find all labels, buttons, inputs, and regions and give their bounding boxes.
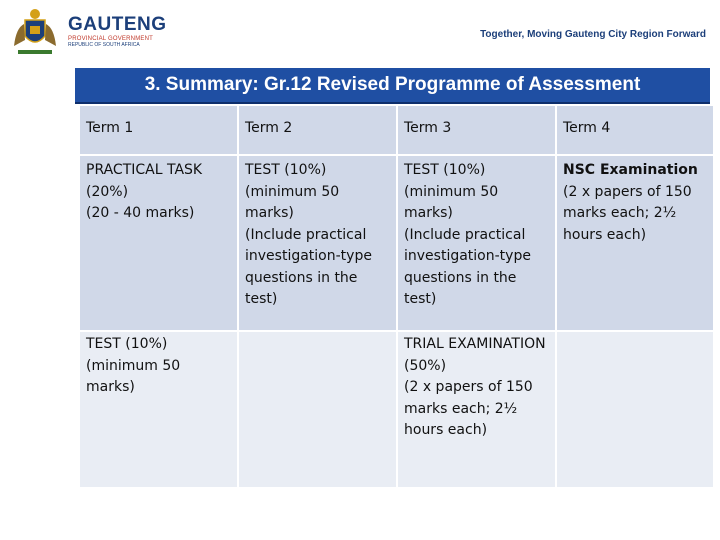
table-row (80, 156, 713, 330)
org-subtitle: PROVINCIAL GOVERNMENT (68, 35, 153, 42)
cell-term-3-trial-exam: TRIAL EXAMINATION (50%) (2 x papers of 150 marks each; 2½ hours each) (398, 332, 555, 487)
cell-term-1-test: TEST (10%) (minimum 50 marks) (80, 332, 237, 487)
org-name: GAUTENG (68, 13, 167, 35)
cell-term-4-empty (557, 332, 713, 487)
header-term-4: Term 4 (557, 106, 713, 154)
cell-term-2-empty (239, 332, 396, 487)
slide-title: 3. Summary: Gr.12 Revised Programme of Assessment (75, 68, 710, 104)
header-term-3: Term 3 (398, 106, 555, 154)
gauteng-logo (8, 6, 167, 56)
assessment-table (78, 104, 715, 489)
cell-term-1-task: PRACTICAL TASK (20%) (20 - 40 marks) (80, 156, 237, 330)
coat-of-arms-icon (8, 6, 62, 56)
tagline: Together, Moving Gauteng City Region Forward (480, 29, 706, 40)
table-row (80, 332, 713, 487)
header-term-1: Term 1 (80, 106, 237, 154)
page-header (0, 0, 720, 68)
table-header-row (80, 106, 713, 154)
cell-term-3-task: TEST (10%) (minimum 50 marks) (Include practical investigation-type questions in the test) (398, 156, 555, 330)
cell-term-2-task: TEST (10%) (minimum 50 marks) (Include practical investigation-type questions in the test) (239, 156, 396, 330)
cell-term-4-task: NSC Examination (2 x papers of 150 marks each; 2½ hours each) (557, 156, 713, 330)
org-country: REPUBLIC OF SOUTH AFRICA (68, 41, 140, 48)
header-term-2: Term 2 (239, 106, 396, 154)
